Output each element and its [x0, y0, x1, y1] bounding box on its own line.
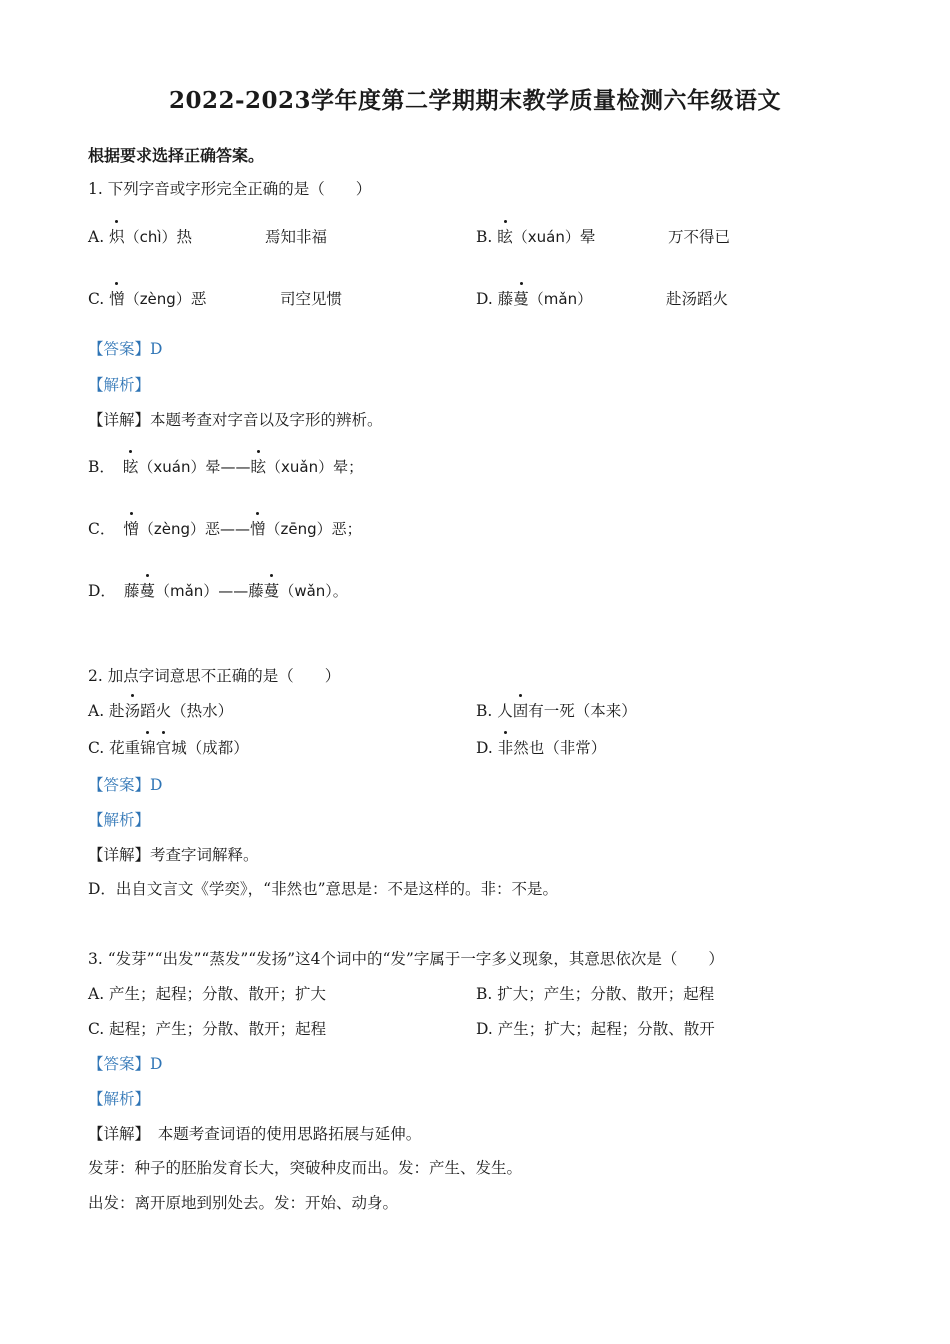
- q1-option-d: D. 藤蔓（mǎn）: [476, 287, 592, 309]
- q1-stem: 1. 下列字音或字形完全正确的是（ ）: [88, 180, 372, 198]
- q1-option-d-word: 赴汤蹈火: [666, 290, 729, 308]
- q3-answer: 【答案】D: [88, 1055, 163, 1073]
- q1-explain-d: D． 藤蔓（mǎn）——藤蔓（wǎn）。: [88, 579, 348, 601]
- q3-line-2: 出发：离开原地到别处去。发：开始、动身。: [88, 1194, 399, 1212]
- q1-option-b: B. 眩（xuán）晕: [476, 225, 595, 247]
- q2-option-a: A. 赴汤蹈火（热水）: [88, 699, 233, 721]
- q1-option-c: C. 憎（zèng）恶: [88, 287, 206, 309]
- q2-analysis: 【解析】: [88, 811, 151, 829]
- q1-option-a: A. 炽（chì）热: [88, 225, 192, 247]
- q3-option-a: A. 产生；起程；分散、散开；扩大: [88, 985, 327, 1003]
- q3-line-1: 发芽：种子的胚胎发育长大，突破种皮而出。发：产生、发生。: [88, 1159, 523, 1177]
- q2-option-b: B. 人固有一死（本来）: [476, 699, 637, 721]
- q3-detail: 【详解】 本题考查词语的使用思路拓展与延伸。: [88, 1125, 422, 1143]
- q3-analysis: 【解析】: [88, 1090, 151, 1108]
- q3-option-b: B. 扩大；产生；分散、散开；起程: [476, 985, 715, 1003]
- q2-detail: 【详解】考查字词解释。: [88, 846, 259, 864]
- q1-analysis: 【解析】: [88, 376, 151, 394]
- q2-stem: 2. 加点字词意思不正确的是（ ）: [88, 667, 341, 685]
- q1-explain-b: B． 眩（xuán）晕——眩（xuǎn）晕；: [88, 455, 363, 477]
- q1-answer: 【答案】D: [88, 340, 163, 358]
- q2-option-d: D. 非然也（非常）: [476, 736, 606, 758]
- q1-detail: 【详解】本题考查对字音以及字形的辨析。: [88, 411, 383, 429]
- q3-option-d: D. 产生；扩大；起程；分散、散开: [476, 1020, 715, 1038]
- q1-explain-c: C． 憎（zèng）恶——憎（zēng）恶；: [88, 517, 362, 539]
- page-title: 2022-2023学年度第二学期期末教学质量检测六年级语文: [168, 87, 782, 114]
- section-heading: 根据要求选择正确答案。: [88, 146, 265, 165]
- q1-option-a-word: 焉知非福: [265, 228, 328, 246]
- q2-explain-d: D．出自文言文《学奕》，“非然也”意思是：不是这样的。非：不是。: [88, 880, 559, 898]
- q3-option-c: C. 起程；产生；分散、散开；起程: [88, 1020, 327, 1038]
- q1-option-b-word: 万不得已: [668, 228, 731, 246]
- q3-stem: 3. “发芽”“出发”“蒸发”“发扬”这4个词中的“发”字属于一字多义现象，其意思依次是（ ）: [88, 950, 724, 968]
- q2-option-c: C. 花重锦官城（成都）: [88, 736, 249, 758]
- q1-option-c-word: 司空见惯: [280, 290, 343, 308]
- q2-answer: 【答案】D: [88, 776, 163, 794]
